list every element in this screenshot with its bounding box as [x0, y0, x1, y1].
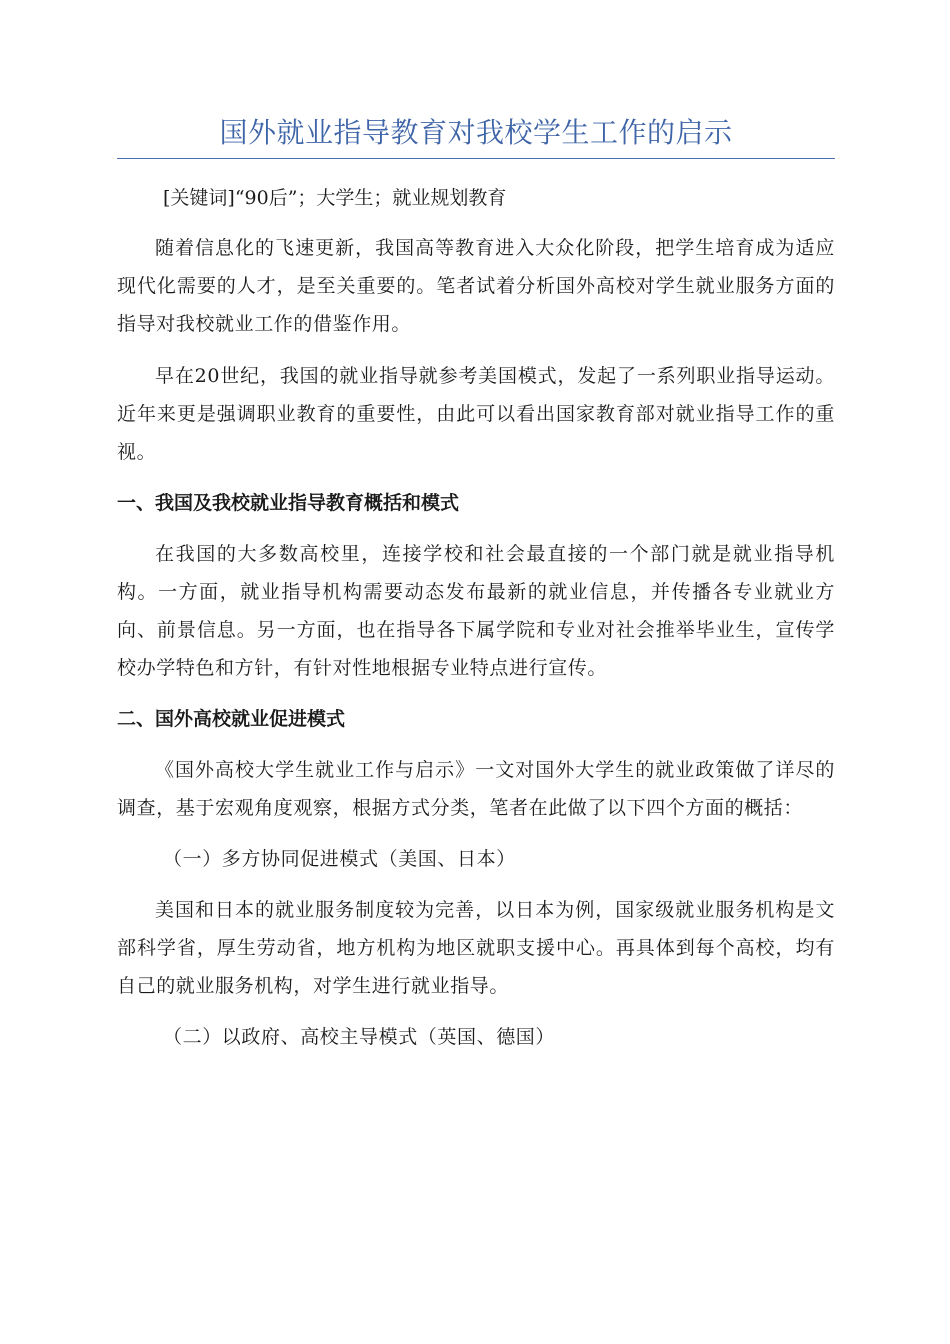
paragraph-us-japan: 美国和日本的就业服务制度较为完善，以日本为例，国家级就业服务机构是文部科学省，厚生劳动省，地方机构为地区就职支援中心。再具体到每个高校，均有自己的就业服务机构，对学生进行就业指导。: [117, 899, 835, 997]
section-heading-1: 一、我国及我校就业指导教育概括和模式: [117, 492, 460, 514]
section-heading-2: 二、国外高校就业促进模式: [117, 708, 346, 730]
document-title: 国外就业指导教育对我校学生工作的启示: [219, 116, 733, 149]
subsection-heading-2: （二）以政府、高校主导模式（英国、德国）: [163, 1026, 556, 1048]
subsection-heading-1: （一）多方协同促进模式（美国、日本）: [163, 848, 516, 870]
paragraph-domestic-model: 在我国的大多数高校里，连接学校和社会最直接的一个部门就是就业指导机构。一方面，就业指导机构需要动态发布最新的就业信息，并传播各专业就业方向、前景信息。另一方面，也在指导各下属学院和专业对社会推举毕业生，宣传学校办学特色和方针，有针对性地根据专业特点进行宣传。: [117, 543, 835, 679]
keywords-line: [关键词]“90后”；大学生；就业规划教育: [163, 187, 507, 209]
paragraph-intro: 随着信息化的飞速更新，我国高等教育进入大众化阶段，把学生培育成为适应现代化需要的人才，是至关重要的。笔者试着分析国外高校对学生就业服务方面的指导对我校就业工作的借鉴作用。: [117, 237, 835, 335]
paragraph-history: 早在20世纪，我国的就业指导就参考美国模式，发起了一系列职业指导运动。近年来更是强调职业教育的重要性，由此可以看出国家教育部对就业指导工作的重视。: [117, 365, 835, 463]
title-underline: [117, 158, 835, 159]
paragraph-foreign-overview: 《国外高校大学生就业工作与启示》一文对国外大学生的就业政策做了详尽的调查，基于宏观角度观察，根据方式分类，笔者在此做了以下四个方面的概括：: [117, 759, 835, 819]
document-page: [117, 110, 835, 1055]
